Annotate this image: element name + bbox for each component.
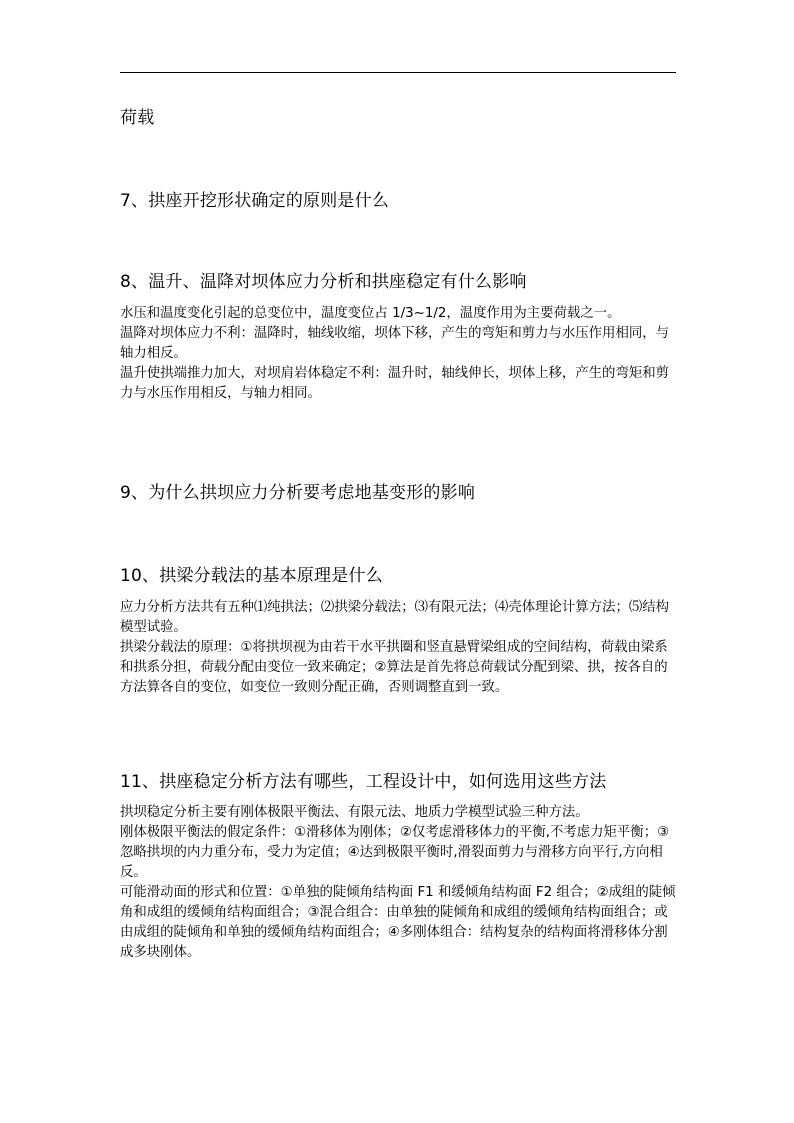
question-8-heading: 8、温升、温降对坝体应力分析和拱座稳定有什么影响 xyxy=(120,272,527,292)
question-10-body xyxy=(120,598,676,698)
question-10-paragraph-2: 拱梁分载法的原理：①将拱坝视为由若干水平拱圈和竖直悬臂梁组成的空间结构，荷载由梁系和拱系分担，荷载分配由变位一致来确定；②算法是首先将总荷载试分配到梁、拱，按各自的方法算各自的变位，如变位一致则分配正确，否则调整直到一致。 xyxy=(120,640,668,695)
carry-over-text: 荷载 xyxy=(120,108,155,128)
question-8-body xyxy=(120,304,676,404)
question-7-heading: 7、拱座开挖形状确定的原则是什么 xyxy=(120,191,390,211)
question-8-paragraph-1: 水压和温度变化引起的总变位中，温度变位占 1/3~1/2，温度作用为主要荷载之一。 xyxy=(120,306,621,321)
question-11-body xyxy=(120,803,676,963)
question-11-paragraph-1: 拱坝稳定分析主要有刚体极限平衡法、有限元法、地质力学模型试验三种方法。 xyxy=(120,805,589,820)
question-11-paragraph-3: 可能滑动面的形式和位置：①单独的陡倾角结构面 F1 和缓倾角结构面 F2 组合；②成组的陡倾角和成组的缓倾角结构面组合；③混合组合：由单独的陡倾角和成组的缓倾角结构面组合；或由成组的陡倾角和单独的缓倾角结构面组合；④多刚体组合：结构复杂的结构面将滑移体分割成多块刚体。 xyxy=(120,885,676,960)
question-11-paragraph-2: 刚体极限平衡法的假定条件：①滑移体为刚体；②仅考虑滑移体力的平衡,不考虑力矩平衡；③忽略拱坝的内力重分布，受力为定值；④达到极限平衡时,滑裂面剪力与滑移方向平行,方向相反。 xyxy=(120,825,670,880)
question-10-heading: 10、拱梁分载法的基本原理是什么 xyxy=(120,566,383,586)
question-8-paragraph-3: 温升使拱端推力加大，对坝肩岩体稳定不利：温升时，轴线伸长，坝体上移，产生的弯矩和剪力与水压作用相反，与轴力相同。 xyxy=(120,366,670,401)
header-rule xyxy=(120,72,676,73)
question-10-paragraph-1: 应力分析方法共有五种⑴纯拱法；⑵拱梁分载法；⑶有限元法；⑷壳体理论计算方法；⑸结构模型试验。 xyxy=(120,600,670,635)
question-11-heading: 11、拱座稳定分析方法有哪些，工程设计中，如何选用这些方法 xyxy=(120,772,607,792)
question-9-heading: 9、为什么拱坝应力分析要考虑地基变形的影响 xyxy=(120,483,476,503)
question-8-paragraph-2: 温降对坝体应力不利：温降时，轴线收缩，坝体下移，产生的弯矩和剪力与水压作用相同，与轴力相反。 xyxy=(120,326,670,361)
